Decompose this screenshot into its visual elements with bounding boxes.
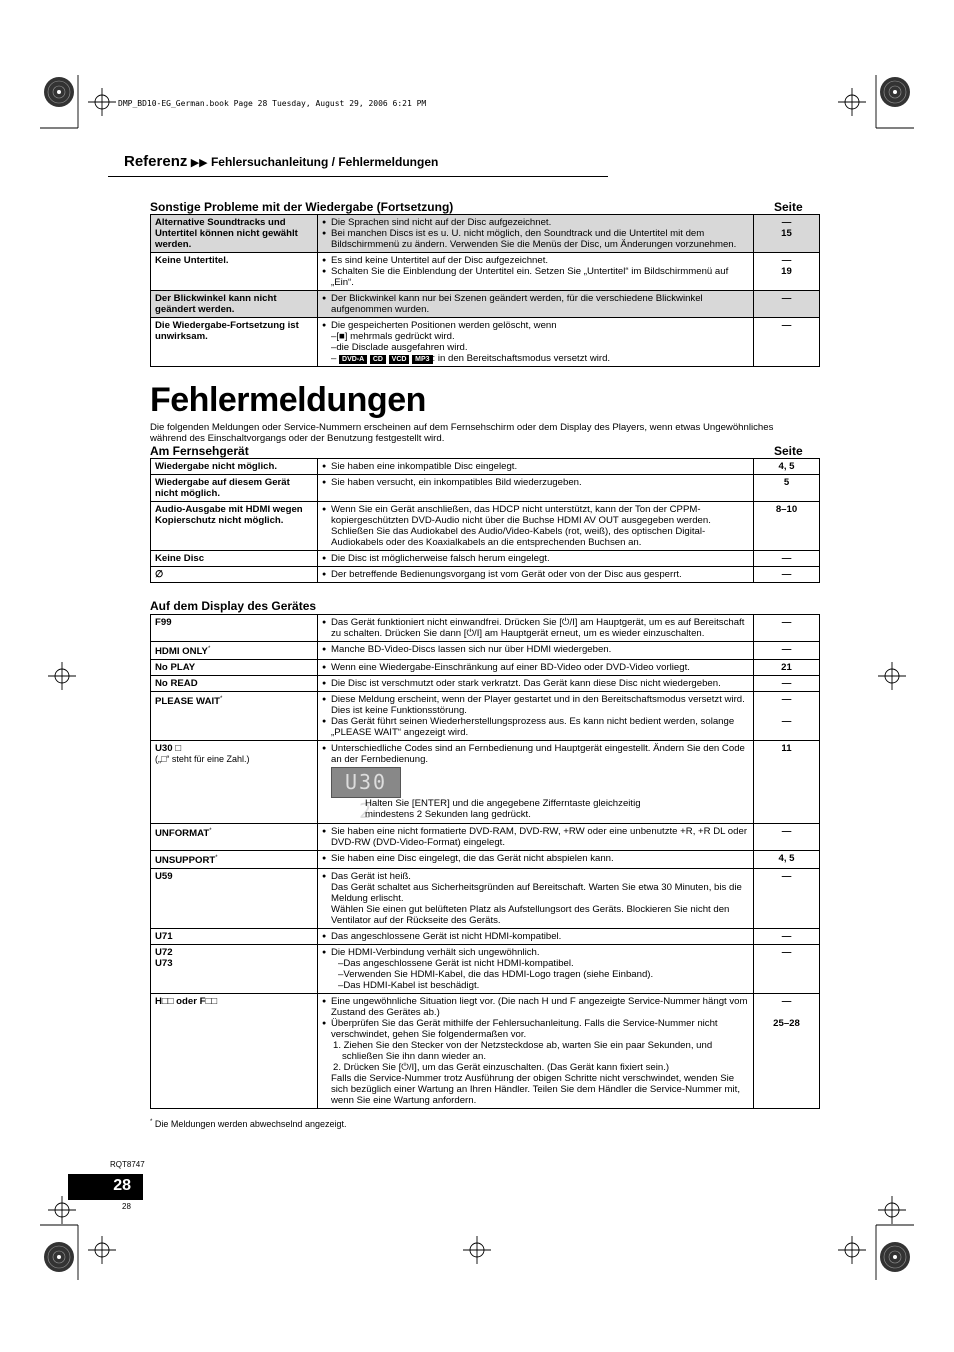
crosshair-icon [48,1196,76,1224]
crosshair-icon [878,662,906,690]
crosshair-icon [88,1236,116,1264]
page-title: Fehlermeldungen [150,381,426,419]
table-row: U72 U73 ● Die HDMI-Verbindung verhält sich ungewöhnlich. –Das angeschlossene Gerät ist nicht HDMI-kompatibel. –Verwenden Sie HDMI-Kabel, die das HDMI-Logo tragen (siehe Einband). –Das HDMI-Kabel ist beschädigt. — [151,945,820,994]
table-row: Wiedergabe nicht möglich. ● Sie haben eine inkompatible Disc eingelegt. 4, 5 [151,459,820,475]
registration-disc-icon [878,1240,912,1274]
table-row: UNSUPPORT* ● Sie haben eine Disc eingelegt, die das Gerät nicht abspielen kann. 4, 5 [151,851,820,869]
table-row [151,253,820,291]
page-number: 28 [68,1174,143,1200]
breadcrumb-topic: Fehlersuchanleitung / Fehlermeldungen [210,155,439,169]
table-row: ∅ ● Der betreffende Bedienungsvorgang ist vom Gerät oder von der Disc aus gesperrt. — [151,567,820,583]
table-row: Audio-Ausgabe mit HDMI wegen Kopierschutz nicht möglich. ● Wenn Sie ein Gerät anschließen, das HDCP nicht unterstützt, kann der Ton der CPPM-kopiergeschützten DVD-Audio nicht über die Buchse HDMI AV OUT ausgegeben werden. Schließen Sie das Audiokabel des Audio/Video-Kabels (rot, weiß), des optischen Digital-Audiokabels oder des Koaxialkabels an die entsprechenden Buchsen an. 8–10 [151,502,820,551]
problem-cell: Alternative Soundtracks und Untertitel können nicht gewählt werden. [151,215,318,253]
table-row: PLEASE WAIT* ● Diese Meldung erscheint, wenn der Player gestartet und in den Bereitschaftsmodus versetzt wird. Dies ist keine Funktionsstörung. ● Das Gerät führt seinen Wiederherstellungsprozess aus. Es kann nicht bedient werden, solange „PLEASE WAIT“ angezeigt wird. — — [151,692,820,741]
disc-type-badge: MP3 [412,355,432,364]
double-arrow-icon: ▶▶ [190,157,208,169]
page-cell: — 15 [754,215,820,253]
header-rule [108,176,608,177]
table-row: HDMI ONLY* ● Manche BD-Video-Discs lassen sich nur über HDMI wiedergeben. — [151,642,820,660]
print-slug: DMP_BD10-EG_German.book Page 28 Tuesday, August 29, 2006 6:21 PM [118,99,427,108]
problem-cell: Die Wiedergabe-Fortsetzung ist unwirksam. [151,318,318,367]
page-number-small: 28 [122,1202,131,1211]
disc-type-badge: VCD [389,355,410,364]
tv-heading: Am Fernsehgerät [150,444,249,458]
remedy-cell: ● Der Blickwinkel kann nur bei Szenen geändert werden, für die verschiedene Blickwinkel aufgenommen wurden. [318,291,754,318]
display-table [150,614,820,1109]
table-row: H□□ oder F□□ ● Eine ungewöhnliche Situation liegt vor. (Die nach H und F angezeigte Service-Nummer hängt vom Zustand des Gerätes ab.) ● Überprüfen Sie das Gerät mithilfe der Fehlersuchanleitung. Falls die Service-Nummer nicht verschwindet, gehen Sie folgendermaßen vor. 1. Ziehen Sie den Stecker von der Netzsteckdose ab, warten Sie ein paar Sekunden, und schließen Sie ihn dann wieder an. 2. Drücken Sie [⏻/I], um das Gerät einzuschalten. (Das Gerät kann fixiert sein.) Falls die Service-Nummer trotz Ausführung der obigen Schritte nicht verschwindet, wenden Sie sich bezüglich einer Wartung an Ihren Händler. Teilen Sie dem Händler die Service-Nummer mit, wenn Sie eine Wartung anfordern. — 25–28 [151,994,820,1109]
problem-cell: Keine Untertitel. [151,253,318,291]
table-row: Wiedergabe auf diesem Gerät nicht möglich. ● Sie haben versucht, ein inkompatibles Bild wiederzugeben. 5 [151,475,820,502]
doc-code: RQT8747 [110,1160,145,1169]
crosshair-icon [88,88,116,116]
playback-table [150,214,820,367]
table-row: U59 ● Das Gerät ist heiß. Das Gerät schaltet aus Sicherheitsgründen auf Bereitschaft. Warten Sie etwa 30 Minuten, bis die Meldung erlischt. Wählen Sie einen gut belüfteten Platz als Aufstellungsort des Geräts. Blockieren Sie nicht den Ventilator auf der Rückseite des Geräts. — [151,869,820,929]
crosshair-icon [48,662,76,690]
tv-seite-label: Seite [774,444,803,458]
table-row: No PLAY ● Wenn eine Wiedergabe-Einschränkung auf einer BD-Video oder DVD-Video vorliegt. 21 [151,660,820,676]
prohibited-icon: ∅ [151,567,318,583]
playback-seite-label: Seite [774,200,803,214]
table-row: No READ ● Die Disc ist verschmutzt oder stark verkratzt. Das Gerät kann diese Disc nicht wiedergeben. — [151,676,820,692]
crosshair-icon [463,1236,491,1264]
remedy-cell: ● Es sind keine Untertitel auf der Disc aufgezeichnet. ● Schalten Sie die Einblendung der Untertitel ein. Setzen Sie „Untertitel“ im Bildschirmmenü auf „Ein“. [318,253,754,291]
table-row: U71 ● Das angeschlossene Gerät ist nicht HDMI-kompatibel. — [151,929,820,945]
remedy-cell: ● Die Sprachen sind nicht auf der Disc aufgezeichnet. ● Bei manchen Discs ist es u. U. nicht möglich, den Soundtrack und die Untertitel mit dem Bildschirmmenü zu ändern. Verwenden Sie die Menüs der Disc, um Änderungen vorzunehmen. [318,215,754,253]
table-row [151,318,820,367]
table-row: UNFORMAT* ● Sie haben eine nicht formatierte DVD-RAM, DVD-RW, +RW oder eine unbenutzte +R, +R DL oder DVD-RW (DVD-Video-Format) eingelegt. — [151,824,820,851]
breadcrumb [124,153,438,170]
tv-table [150,458,820,583]
intro-text: Die folgenden Meldungen oder Service-Nummern erscheinen auf dem Fernsehschirm oder dem Display des Players, wenn etwas Ungewöhnliches während des Einschaltvorgangs oder der Benutzung festgestellt wird. [150,422,774,444]
table-row: U30 □ („□“ steht für eine Zahl.) ● Unterschiedliche Codes sind an Fernbedienung und Hauptgerät eingestellt. Ändern Sie den Code an der Fernbedienung. U30 2Halten Sie [ENTER] und die angegebene Zifferntaste gleichzeitig mindestens 2 Sekunden lang gedrückt. 11 [151,741,820,824]
registration-disc-icon [878,75,912,109]
problem-cell: Der Blickwinkel kann nicht geändert werden. [151,291,318,318]
page-cell: — [754,291,820,318]
disc-type-badge: DVD-A [339,355,367,364]
playback-heading: Sonstige Probleme mit der Wiedergabe (Fortsetzung) [150,200,454,214]
registration-disc-icon [42,75,76,109]
footnote: * Die Meldungen werden abwechselnd angezeigt. [150,1119,347,1129]
table-row: F99 ● Das Gerät funktioniert nicht einwandfrei. Drücken Sie [⏻/I] am Hauptgerät, um es auf Bereitschaft zu schalten. Drücken Sie dann [⏻/I] am Hauptgerät erneut, um es wieder einzuschalten. — [151,615,820,642]
crosshair-icon [838,1236,866,1264]
remedy-cell: ● Die gespeicherten Positionen werden gelöscht, wenn –[■] mehrmals gedrückt wird. –die Disclade ausgefahren wird. – DVD-A CD VCD MP3 : in den Bereitschaftsmodus versetzt wird. [318,318,754,367]
page-cell: — [754,318,820,367]
lcd-display: U30 2 [331,767,401,798]
crosshair-icon [878,1196,906,1224]
page-cell: — 19 [754,253,820,291]
table-row [151,291,820,318]
display-heading: Auf dem Display des Gerätes [150,599,317,613]
crosshair-icon [838,88,866,116]
registration-disc-icon [42,1240,76,1274]
table-row: Keine Disc ● Die Disc ist möglicherweise falsch herum eingelegt. — [151,551,820,567]
breadcrumb-section: Referenz [124,153,188,170]
table-row [151,215,820,253]
disc-type-badge: CD [370,355,386,364]
